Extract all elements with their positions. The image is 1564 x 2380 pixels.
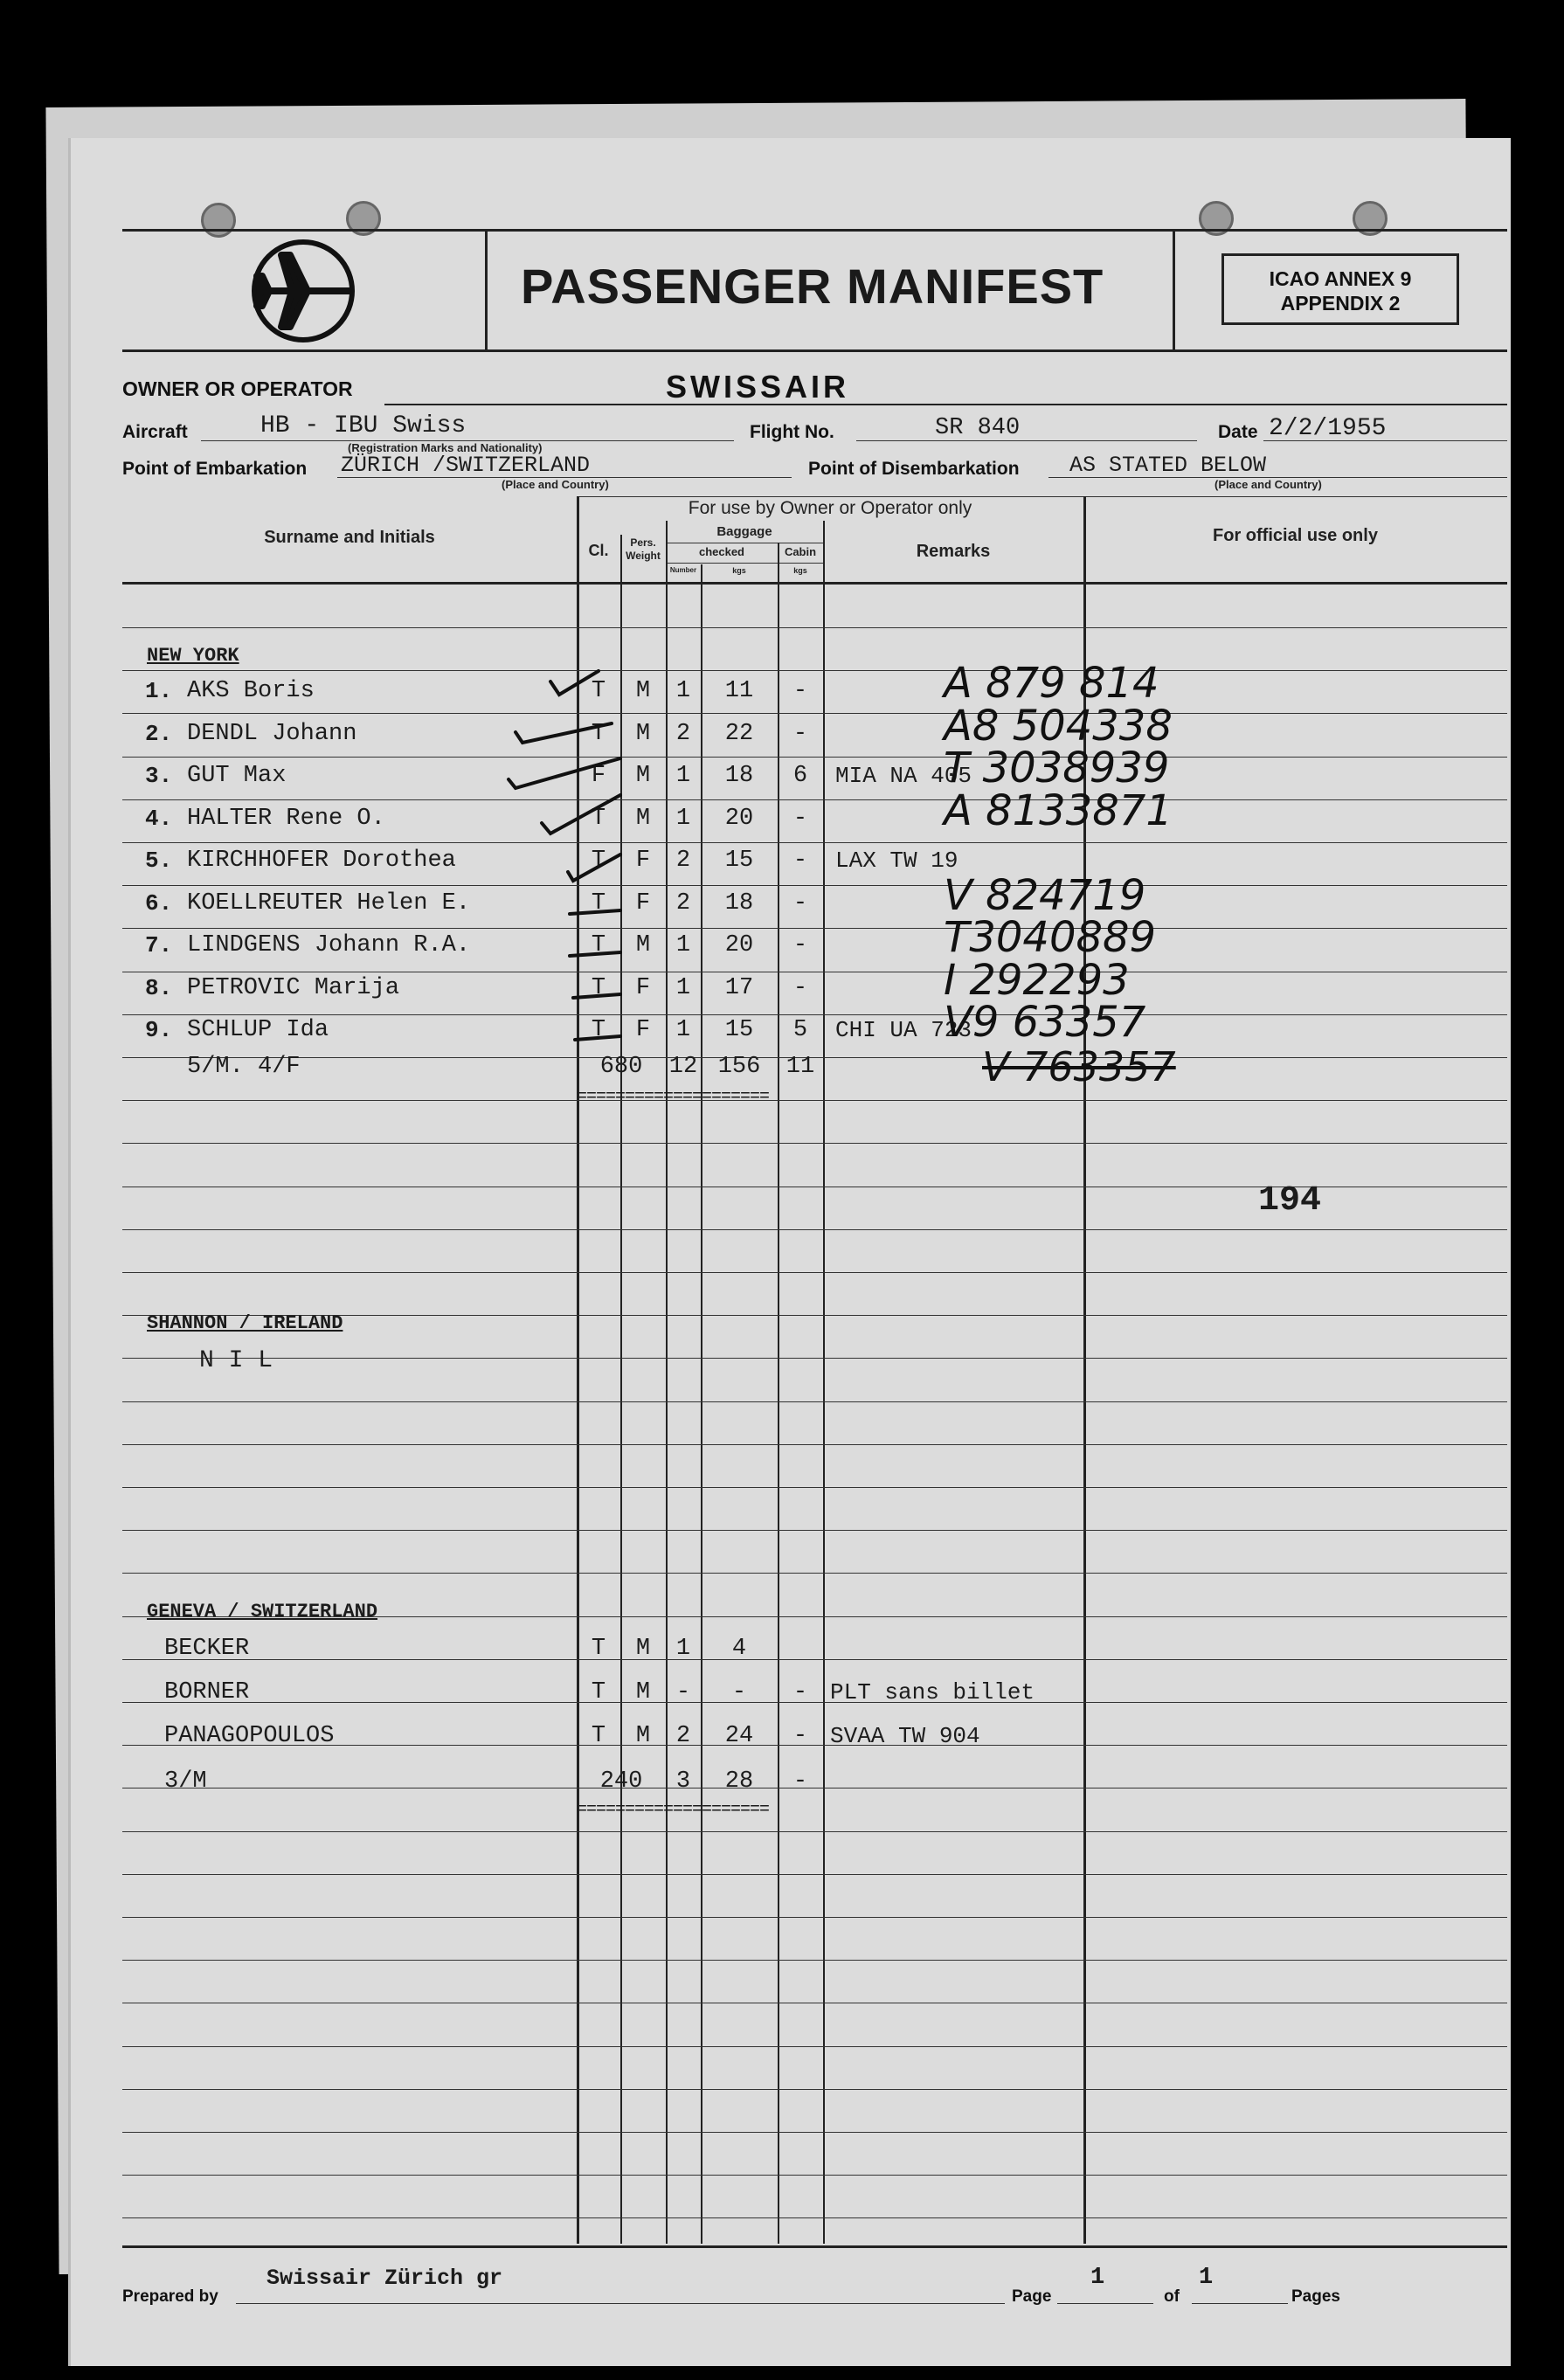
column-rule [823, 521, 825, 2244]
total-double-rule: ==================== [577, 1087, 770, 1107]
passenger-number: 3. [145, 763, 173, 789]
passenger-number: 4. [145, 805, 173, 832]
owner-rule [384, 404, 1507, 405]
of-label: of [1164, 2287, 1180, 2306]
flight-rule [856, 440, 1197, 441]
passenger-number: 1. [145, 678, 173, 704]
passenger-number: 5. [145, 848, 173, 874]
passenger-name: KIRCHHOFER Dorothea [187, 848, 456, 874]
passenger-name: BORNER [164, 1679, 250, 1705]
embarkation-value: ZÜRICH /SWITZERLAND [341, 453, 591, 478]
passenger-class: T [591, 932, 606, 958]
disembarkation-label: Point of Disembarkation [808, 459, 1020, 479]
page-number: 1 [1090, 2265, 1105, 2291]
ruled-line [122, 1659, 1507, 1660]
passenger-name: KOELLREUTER Helen E. [187, 889, 471, 917]
cabin-kgs-subheader: kgs [793, 566, 807, 575]
passenger-class: T [591, 805, 606, 832]
ruled-line [122, 670, 1507, 671]
passenger-sex: M [635, 932, 651, 958]
official-handwritten-number: T3040889 [944, 913, 1157, 962]
passenger-class: T [591, 1723, 606, 1749]
icao-annex: ICAO ANNEX 9 [1269, 267, 1412, 290]
ruled-line [122, 799, 1507, 800]
pages-label: Pages [1291, 2287, 1340, 2306]
date-rule [1263, 440, 1507, 441]
geneva-total-cabin: - [792, 1768, 808, 1795]
baggage-kgs: 4 [731, 1636, 747, 1662]
stamped-number: 194 [1258, 1181, 1322, 1221]
ruled-line [122, 1014, 1507, 1015]
passenger-number: 7. [145, 932, 173, 958]
cabin-kgs: - [792, 1723, 808, 1749]
kgs-subheader: kgs [732, 566, 746, 575]
ruled-line [122, 627, 1507, 628]
baggage-number: 2 [675, 1723, 691, 1749]
baggage-number: 2 [675, 889, 691, 917]
prepared-by-value: Swissair Zürich gr [266, 2266, 503, 2291]
pages-rule [1192, 2303, 1288, 2304]
flight-value: SR 840 [935, 415, 1021, 441]
baggage-number: 1 [675, 1636, 691, 1662]
passenger-sex: M [635, 1636, 651, 1662]
passenger-class: T [591, 848, 606, 874]
aircraft-value: HB - IBU Swiss [260, 412, 467, 439]
disembarkation-value: AS STATED BELOW [1069, 453, 1267, 478]
baggage-number: 2 [675, 720, 691, 747]
section-heading-shannon: SHANNON / IRELAND [147, 1312, 343, 1334]
cabin-kgs: - [792, 974, 808, 1001]
passenger-number: 6. [145, 889, 173, 917]
ruled-line [122, 1272, 1507, 1273]
passenger-number: 8. [145, 974, 173, 1001]
registration-caption: (Registration Marks and Nationality) [348, 441, 543, 454]
geneva-total-weight: 240 [599, 1768, 643, 1795]
ruled-line [122, 1960, 1507, 1961]
ruled-line [122, 757, 1507, 758]
geneva-total-kgs: 28 [724, 1768, 754, 1795]
date-value: 2/2/1955 [1269, 415, 1387, 442]
official-handwritten-number: A 8133871 [944, 785, 1173, 835]
passenger-class: T [591, 974, 606, 1001]
remarks: MIA NA 405 [835, 763, 972, 789]
passenger-number: 2. [145, 720, 173, 747]
baggage-number: 1 [675, 974, 691, 1001]
ruled-line [122, 2217, 1507, 2218]
weight-column-header [620, 536, 666, 563]
passenger-sex: M [635, 720, 651, 747]
ruled-line [122, 713, 1507, 714]
ruled-line [122, 2132, 1507, 2133]
cabin-kgs: - [792, 720, 808, 747]
punch-hole [201, 203, 236, 238]
geneva-total-label: 3/M [164, 1768, 207, 1795]
passenger-name: PETROVIC Marija [187, 974, 400, 1001]
new-york-total-kgs: 156 [717, 1054, 761, 1080]
remarks: SVAA TW 904 [830, 1723, 980, 1749]
airplane-in-circle-icon [246, 239, 360, 342]
remarks-column-header: Remarks [916, 542, 991, 561]
cabin-kgs: 6 [792, 763, 808, 789]
remarks: PLT sans billet [830, 1679, 1035, 1705]
official-handwritten-number: A8 504338 [944, 701, 1173, 751]
ruled-line [122, 1573, 1507, 1574]
passenger-class: T [591, 1017, 606, 1043]
flight-label: Flight No. [750, 422, 834, 442]
baggage-kgs: - [731, 1679, 747, 1705]
passenger-class: T [591, 678, 606, 704]
passenger-sex: M [635, 1723, 651, 1749]
passenger-sex: M [635, 763, 651, 789]
passenger-sex: F [635, 848, 651, 874]
checked-header-rule [666, 563, 823, 564]
passenger-name: SCHLUP Ida [187, 1017, 329, 1043]
official-handwritten-number: I 292293 [944, 955, 1130, 1005]
checked-column-header: checked [698, 545, 745, 558]
baggage-number: 1 [675, 1017, 691, 1043]
disembarkation-caption: (Place and Country) [1215, 478, 1322, 491]
operator-only-heading: For use by Owner or Operator only [688, 498, 972, 518]
new-york-total-pieces: 12 [668, 1054, 698, 1080]
baggage-number: 1 [675, 932, 691, 958]
icao-appendix: APPENDIX 2 [1280, 292, 1401, 315]
ruled-line [122, 1874, 1507, 1875]
baggage-kgs: 17 [724, 974, 754, 1001]
baggage-number: 2 [675, 848, 691, 874]
page-label: Page [1012, 2287, 1052, 2306]
class-column-header: Cl. [588, 542, 609, 559]
cabin-kgs: - [792, 805, 808, 832]
ruled-line [122, 1917, 1507, 1918]
ruled-line [122, 928, 1507, 929]
icao-reference-box [1221, 253, 1459, 325]
baggage-kgs: 24 [724, 1723, 754, 1749]
geneva-total-pieces: 3 [675, 1768, 691, 1795]
passenger-number: 9. [145, 1017, 173, 1043]
new-york-total-weight: 680 [599, 1054, 643, 1080]
ruled-line [122, 2046, 1507, 2047]
cabin-column-header: Cabin [784, 545, 817, 558]
cabin-kgs: - [792, 1679, 808, 1705]
column-header-bottom-rule [122, 582, 1507, 585]
official-column-header: For official use only [1213, 526, 1378, 545]
ruled-line [122, 2089, 1507, 2090]
ruled-line [122, 1143, 1507, 1144]
column-rule [778, 543, 779, 2244]
prepared-by-rule [236, 2303, 1005, 2304]
baggage-kgs: 22 [724, 720, 754, 747]
new-york-total-label: 5/M. 4/F [187, 1054, 301, 1080]
shannon-nil: N I L [199, 1347, 273, 1374]
passenger-sex: M [635, 1679, 651, 1705]
section-heading-new-york: NEW YORK [147, 645, 239, 667]
number-subheader: Number [669, 566, 697, 574]
ruled-line [122, 1831, 1507, 1832]
baggage-number: - [675, 1679, 691, 1705]
remarks: CHI UA 723 [835, 1017, 972, 1043]
weight-header-line1: Pers. [630, 536, 656, 549]
passenger-sex: F [635, 1017, 651, 1043]
section-heading-geneva: GENEVA / SWITZERLAND [147, 1601, 378, 1622]
ruled-line [122, 1444, 1507, 1445]
passenger-class: T [591, 1636, 606, 1662]
ruled-line [122, 1401, 1507, 1402]
embarkation-label: Point of Embarkation [122, 459, 308, 479]
baggage-kgs: 18 [724, 889, 754, 917]
baggage-number: 1 [675, 763, 691, 789]
total-double-rule: ==================== [577, 1800, 770, 1820]
passenger-name: DENDL Johann [187, 720, 357, 747]
passenger-name: GUT Max [187, 763, 287, 789]
header-divider [485, 229, 488, 349]
passenger-name: BECKER [164, 1636, 250, 1662]
header-divider [1173, 229, 1175, 349]
remarks: LAX TW 19 [835, 848, 958, 874]
official-handwritten-number: A 879 814 [944, 659, 1159, 708]
ruled-line [122, 885, 1507, 886]
passenger-sex: F [635, 889, 651, 917]
total-pages: 1 [1199, 2265, 1214, 2291]
baggage-kgs: 15 [724, 848, 754, 874]
ruled-line [122, 1487, 1507, 1488]
baggage-number: 1 [675, 678, 691, 704]
cabin-kgs: - [792, 678, 808, 704]
baggage-kgs: 20 [724, 932, 754, 958]
passenger-name: HALTER Rene O. [187, 805, 385, 832]
baggage-kgs: 18 [724, 763, 754, 789]
passenger-class: T [591, 1679, 606, 1705]
struck-official-number: V 763357 [982, 1043, 1176, 1090]
operator-name: SWISSAIR [666, 369, 850, 405]
header-top-rule [122, 229, 1507, 232]
ruled-line [122, 1229, 1507, 1230]
passenger-sex: F [635, 974, 651, 1001]
header-bottom-rule [122, 349, 1507, 352]
ruled-line [122, 2175, 1507, 2176]
cabin-kgs: - [792, 848, 808, 874]
column-header-top-rule [577, 496, 1507, 497]
ruled-line [122, 1530, 1507, 1531]
check-marks [489, 655, 699, 1066]
weight-header-line2: Weight [626, 550, 661, 562]
official-handwritten-number: V9 63357 [944, 998, 1146, 1047]
cabin-kgs: - [792, 932, 808, 958]
baggage-kgs: 20 [724, 805, 754, 832]
page-rule [1057, 2303, 1153, 2304]
prepared-by-label: Prepared by [122, 2287, 218, 2306]
passenger-name: LINDGENS Johann R.A. [187, 932, 471, 958]
passenger-class: F [591, 763, 606, 789]
passenger-sex: M [635, 678, 651, 704]
date-label: Date [1218, 422, 1258, 442]
baggage-kgs: 11 [724, 678, 754, 704]
passenger-class: T [591, 720, 606, 747]
aircraft-label: Aircraft [122, 422, 188, 442]
new-york-total-cabin: 11 [785, 1054, 815, 1080]
passenger-class: T [591, 889, 606, 917]
embarkation-caption: (Place and Country) [502, 478, 609, 491]
passenger-name: PANAGOPOULOS [164, 1723, 335, 1749]
ruled-line [122, 842, 1507, 843]
cabin-kgs: 5 [792, 1017, 808, 1043]
passenger-sex: M [635, 805, 651, 832]
owner-label: OWNER OR OPERATOR [122, 377, 353, 400]
ruled-line [122, 1358, 1507, 1359]
footer-top-rule [122, 2245, 1507, 2248]
page-title: PASSENGER MANIFEST [521, 259, 1104, 314]
passenger-name: AKS Boris [187, 678, 315, 704]
official-handwritten-number: T 3038939 [944, 744, 1170, 792]
baggage-column-header: Baggage [716, 524, 772, 539]
official-handwritten-number: V 824719 [944, 870, 1146, 920]
cabin-kgs: - [792, 889, 808, 917]
baggage-kgs: 15 [724, 1017, 754, 1043]
baggage-number: 1 [675, 805, 691, 832]
surname-column-header: Surname and Initials [264, 528, 435, 547]
